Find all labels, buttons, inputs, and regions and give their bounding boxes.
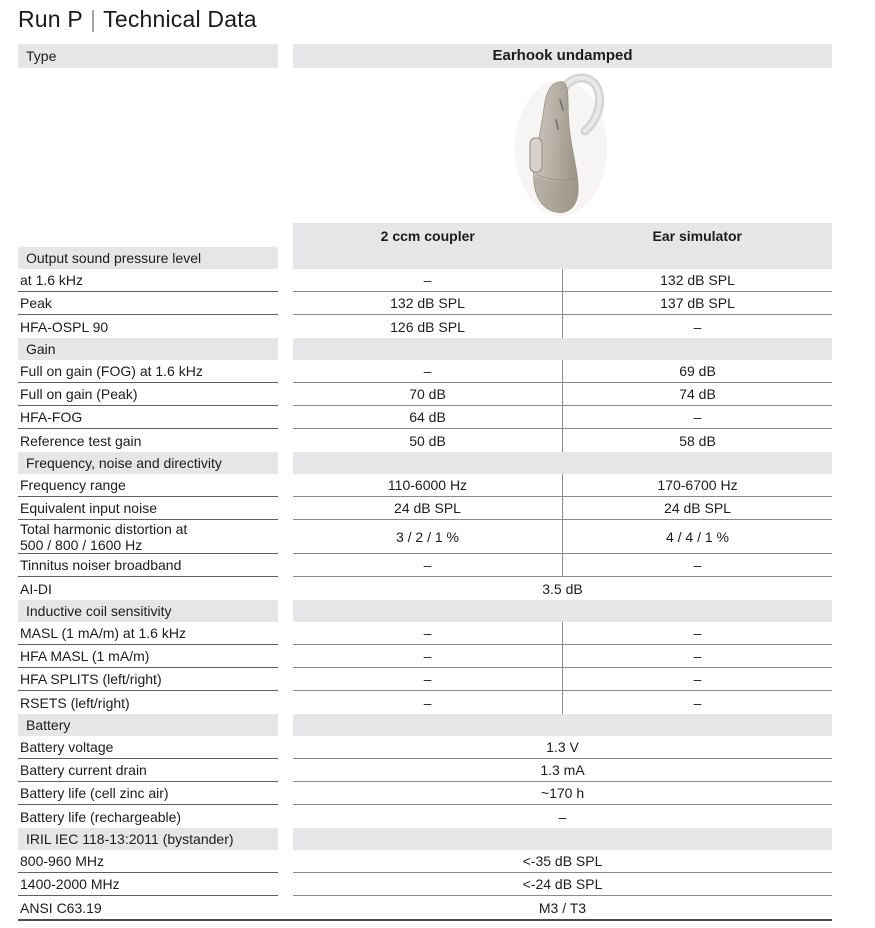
spec-label xyxy=(18,520,278,554)
spec-values xyxy=(293,805,832,828)
section-header-label: Battery xyxy=(18,714,278,736)
spec-row xyxy=(18,691,875,714)
spec-values xyxy=(293,315,832,338)
value-ear-simulator: – xyxy=(693,625,702,641)
spec-label: RSETS (left/right) xyxy=(20,694,130,711)
value-ear-simulator: 132 dB SPL xyxy=(660,272,735,288)
spec-label-line1: Total harmonic distortion at xyxy=(20,521,188,537)
spec-label: Tinnitus noiser broadband xyxy=(18,554,278,577)
value-ear-simulator: – xyxy=(693,671,702,687)
spec-row xyxy=(18,474,875,497)
section-header-fill xyxy=(293,338,832,360)
spec-label: HFA SPLITS (left/right) xyxy=(18,668,278,691)
column-headers xyxy=(293,223,832,249)
spec-values xyxy=(293,360,832,383)
spec-values xyxy=(293,896,832,919)
spec-label: at 1.6 kHz xyxy=(18,269,278,292)
section-header-row xyxy=(18,338,875,360)
value-ear-simulator: 58 dB xyxy=(679,432,716,449)
spec-values xyxy=(293,577,832,600)
spec-label: HFA-OSPL 90 xyxy=(20,318,109,335)
value-ear-simulator: 137 dB SPL xyxy=(660,295,735,311)
spec-label: Battery current drain xyxy=(18,759,278,782)
section-header-label: Frequency, noise and directivity xyxy=(18,452,278,474)
value-ear-simulator: – xyxy=(693,648,702,664)
column-header-row xyxy=(18,223,875,247)
value-2ccm-coupler: 132 dB SPL xyxy=(293,292,563,314)
spec-label: AI-DI xyxy=(20,580,52,597)
section-header-label: Inductive coil sensitivity xyxy=(18,600,278,622)
spec-label: MASL (1 mA/m) at 1.6 kHz xyxy=(18,622,278,645)
value-span: – xyxy=(558,808,567,825)
spec-row xyxy=(18,554,875,577)
spec-values xyxy=(293,474,832,497)
value-ear-simulator: – xyxy=(693,557,702,573)
image-row xyxy=(18,68,875,223)
value-2ccm-coupler: – xyxy=(293,668,563,690)
value-2ccm-coupler: 110-6000 Hz xyxy=(293,474,563,496)
spec-row xyxy=(18,782,875,805)
spec-values xyxy=(293,622,832,645)
section-header-row xyxy=(18,600,875,622)
spec-row xyxy=(18,850,875,873)
spec-row xyxy=(18,292,875,315)
section-header-label: Gain xyxy=(18,338,278,360)
spec-row xyxy=(18,383,875,406)
section-header-fill xyxy=(293,600,832,622)
hearing-aid-image xyxy=(513,68,613,218)
spec-row xyxy=(18,360,875,383)
value-span: ~170 h xyxy=(540,785,585,801)
spec-row xyxy=(18,668,875,691)
spec-values xyxy=(293,520,832,554)
section-header-fill xyxy=(293,714,832,736)
spec-label: 800-960 MHz xyxy=(18,850,278,873)
section-header-label: IRIL IEC 118-13:2011 (bystander) xyxy=(18,828,278,850)
spec-row xyxy=(18,429,875,452)
spec-label: Full on gain (Peak) xyxy=(18,383,278,406)
value-2ccm-coupler: – xyxy=(293,554,563,576)
spec-values xyxy=(293,554,832,577)
value-2ccm-coupler: – xyxy=(293,645,563,667)
spec-values xyxy=(293,429,832,452)
spec-values xyxy=(293,691,832,714)
spec-values xyxy=(293,850,832,873)
value-ear-simulator: 24 dB SPL xyxy=(664,500,731,516)
spec-values xyxy=(293,269,832,292)
table-bottom-rule xyxy=(18,919,832,921)
section-header-label: Output sound pressure level xyxy=(18,247,278,269)
value-span: <-24 dB SPL xyxy=(522,876,603,892)
spec-row xyxy=(18,805,875,828)
value-2ccm-coupler: 24 dB SPL xyxy=(293,497,563,519)
image-row-left-spacer xyxy=(18,68,278,223)
spec-row xyxy=(18,759,875,782)
section-header-row xyxy=(18,828,875,850)
spec-row xyxy=(18,736,875,759)
spec-row xyxy=(18,622,875,645)
spec-label: Frequency range xyxy=(18,474,278,497)
spec-label: ANSI C63.19 xyxy=(20,899,102,916)
value-ear-simulator: 4 / 4 / 1 % xyxy=(665,528,730,545)
value-ear-simulator: 69 dB xyxy=(679,363,716,379)
spec-values xyxy=(293,736,832,759)
type-label: Type xyxy=(18,44,278,68)
spec-label: HFA-FOG xyxy=(18,406,278,429)
spec-values xyxy=(293,873,832,896)
spec-values xyxy=(293,406,832,429)
value-span: <-35 dB SPL xyxy=(522,853,603,869)
section-header-fill xyxy=(293,828,832,850)
spec-label: Full on gain (FOG) at 1.6 kHz xyxy=(18,360,278,383)
spec-values xyxy=(293,497,832,520)
spec-label: 1400-2000 MHz xyxy=(18,873,278,896)
value-span: 1.3 V xyxy=(546,739,579,755)
spec-table xyxy=(0,247,875,919)
value-2ccm-coupler: 70 dB xyxy=(293,383,563,405)
section-title: Technical Data xyxy=(103,6,257,32)
image-row-right xyxy=(293,68,832,223)
variant-header: Earhook undamped xyxy=(293,44,832,68)
value-span: 1.3 mA xyxy=(540,762,585,778)
section-header-fill xyxy=(293,247,832,269)
rocker-switch xyxy=(530,138,542,172)
spec-row xyxy=(18,406,875,429)
value-ear-simulator: – xyxy=(693,318,702,335)
section-header-row xyxy=(18,247,875,269)
spec-label: Equivalent input noise xyxy=(18,497,278,520)
spec-values xyxy=(293,383,832,406)
spec-row xyxy=(18,315,875,338)
spec-label-line2: 500 / 800 / 1600 Hz xyxy=(20,537,143,553)
value-ear-simulator: 74 dB xyxy=(679,386,716,402)
spec-label: Peak xyxy=(18,292,278,315)
column-header-ear-simulator: Ear simulator xyxy=(652,228,742,244)
value-ear-simulator: – xyxy=(693,694,702,711)
value-2ccm-coupler: 50 dB xyxy=(293,429,563,452)
section-header-fill xyxy=(293,452,832,474)
value-ear-simulator: – xyxy=(693,409,702,425)
spec-row xyxy=(18,577,875,600)
spec-label: Battery voltage xyxy=(18,736,278,759)
spec-row xyxy=(18,520,875,554)
value-2ccm-coupler: 126 dB SPL xyxy=(293,315,563,338)
value-2ccm-coupler: – xyxy=(293,622,563,644)
column-header-2ccm: 2 ccm coupler xyxy=(380,228,475,244)
spec-label: Battery life (cell zinc air) xyxy=(18,782,278,805)
spec-row xyxy=(18,873,875,896)
value-2ccm-coupler: – xyxy=(293,691,563,714)
spec-row xyxy=(18,896,875,919)
value-2ccm-coupler: – xyxy=(293,269,563,291)
spec-values xyxy=(293,782,832,805)
value-2ccm-coupler: 3 / 2 / 1 % xyxy=(293,520,563,553)
spec-label: Reference test gain xyxy=(20,432,142,449)
section-header-row xyxy=(18,452,875,474)
value-span: M3 / T3 xyxy=(538,899,587,916)
column-header-left-spacer xyxy=(18,223,278,249)
title-separator: | xyxy=(89,6,97,32)
section-header-row xyxy=(18,714,875,736)
spec-label: HFA MASL (1 mA/m) xyxy=(18,645,278,668)
value-ear-simulator: 170-6700 Hz xyxy=(657,477,738,493)
spec-row xyxy=(18,497,875,520)
spec-values xyxy=(293,668,832,691)
value-span: 3.5 dB xyxy=(542,580,583,597)
product-name: Run P xyxy=(18,6,83,32)
spec-row xyxy=(18,269,875,292)
page-title xyxy=(0,0,875,44)
type-row xyxy=(18,44,875,68)
spec-label: Battery life (rechargeable) xyxy=(20,808,182,825)
spec-values xyxy=(293,759,832,782)
value-2ccm-coupler: 64 dB xyxy=(293,406,563,428)
spec-row xyxy=(18,645,875,668)
value-2ccm-coupler: – xyxy=(293,360,563,382)
spec-values xyxy=(293,292,832,315)
spec-values xyxy=(293,645,832,668)
